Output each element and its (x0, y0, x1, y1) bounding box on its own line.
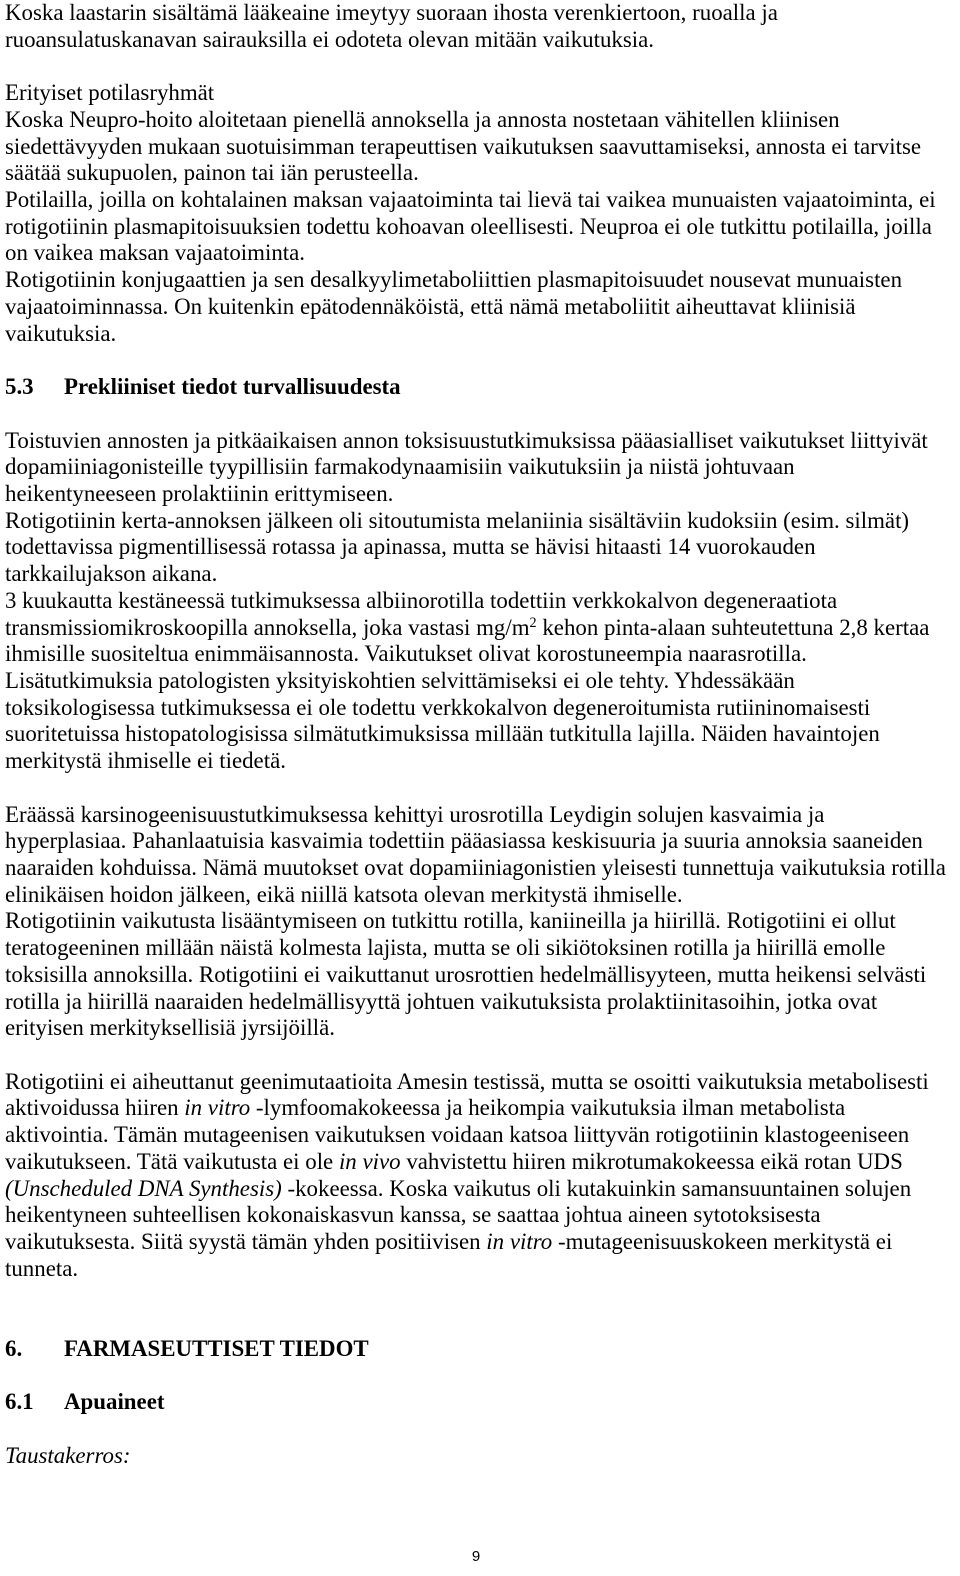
text-line: on vaikea maksan vajaatoiminta. (5, 240, 306, 266)
text-line (5, 1176, 955, 1203)
text-line: elinikäisen hoidon jälkeen, eikä niillä katsota olevan merkitystä ihmiselle. (5, 881, 683, 907)
section-title: Apuaineet (64, 1389, 165, 1415)
paragraph (5, 428, 955, 508)
paragraph-absorption (5, 0, 955, 53)
text-segment: vaikutuksesta. Siitä syystä tämän yhden positiivisen (5, 1229, 487, 1255)
italic-term: (Unscheduled DNA Synthesis) (5, 1175, 282, 1201)
superscript: 2 (529, 614, 537, 631)
subsection-heading: Erityiset potilasryhmät (5, 80, 215, 106)
backing-layer-label: Taustakerros: (5, 1442, 131, 1468)
text-line: ruoansulatuskanavan sairauksilla ei odoteta olevan mitään vaikutuksia. (5, 26, 655, 52)
text-line: suoritetuissa histopatologisissa silmätutkimuksissa millään tutkitulla lajilla. Näiden havaintojen (5, 721, 880, 747)
section-heading-6 (5, 1336, 955, 1363)
text-line: tarkkailujakson aikana. (5, 561, 218, 587)
text-line: Rotigotiinin konjugaattien ja sen desalkyylimetaboliittien plasmapitoisuudet nousevat munuaisten (5, 267, 903, 293)
text-line: toksikologisessa tutkimuksessa ei ole todettu verkkokalvon degeneroitumista rutiininomaisesti (5, 694, 871, 720)
paragraph (5, 187, 955, 267)
text-segment: vahvistettu hiiren mikrotumakokeessa eikä rotan UDS (400, 1148, 903, 1174)
text-line: Rotigotiinin vaikutusta lisääntymiseen on tutkittu rotilla, kaniineilla ja hiirillä. Rotigotiini ei ollut (5, 908, 896, 934)
text-line: hyperplasiaa. Pahanlaatuisia kasvaimia todettiin pääasiassa keskisuuria ja suuria annoksia saaneiden (5, 828, 923, 854)
section-heading-6-1 (5, 1389, 955, 1416)
text-line: Potilailla, joilla on kohtalainen maksan vajaatoiminta tai lievä tai vaikea munuaisten vajaatoiminta, ei (5, 187, 936, 213)
paragraph (5, 588, 955, 668)
paragraph (5, 802, 955, 909)
text-line: rotilla ja hiirillä naaraiden hedelmällisyyttä johtuen vaikutuksista prolaktiinitasoihin, jotka ovat (5, 988, 878, 1014)
italic-term: in vivo (338, 1148, 401, 1174)
text-line: 3 kuukautta kestäneessä tutkimuksessa albiinorotilla todettiin verkkokalvon degeneraatiota (5, 587, 838, 613)
text-line: Koska laastarin sisältämä lääkeaine imeytyy suoraan ihosta verenkiertoon, ruoalla ja (5, 0, 778, 25)
section-number: 6. (5, 1335, 23, 1361)
text-line: rotigotiinin plasmapitoisuuksien todettu kohoavan oleellisesti. Neuproa ei ole tutkittu potilailla, joilla (5, 213, 932, 239)
text-line: Koska Neupro-hoito aloitetaan pienellä annoksella ja annosta nostetaan vähitellen kliinisen (5, 106, 840, 132)
paragraph (5, 267, 955, 347)
text-segment: transmissiomikroskoopilla annoksella, joka vastasi mg/m (5, 614, 530, 640)
page-number: 9 (471, 1548, 481, 1565)
text-line: siedettävyyden mukaan suotuisimman terapeuttisen vaikutuksen saavuttamiseksi, annosta ei tarvitse (5, 133, 922, 159)
section-5-3-body (5, 428, 955, 1283)
text-line (5, 615, 955, 642)
paragraph (5, 107, 955, 187)
text-line: vaikutuksia. (5, 320, 117, 346)
paragraph (5, 668, 955, 775)
paragraph (5, 908, 955, 1042)
text-line: tunneta. (5, 1255, 79, 1281)
text-line (5, 1095, 955, 1122)
section-heading-5-3 (5, 374, 955, 401)
text-line: erityisen merkityksellisiä jyrsijöillä. (5, 1015, 335, 1041)
text-line (5, 1149, 955, 1176)
special-populations (5, 80, 955, 347)
text-line: Toistuvien annosten ja pitkäaikaisen annon toksisuustutkimuksissa pääasialliset vaikutukset liittyivät (5, 427, 928, 453)
text-segment: -mutageenisuuskokeen merkitystä ei (552, 1229, 893, 1255)
text-segment: vaikutukseen. Tätä vaikutusta ei ole (5, 1148, 339, 1174)
text-line: heikentyneen suhteellisen kokonaiskasvun kanssa, se saattaa johtua aineen sytotoksisesta (5, 1202, 821, 1228)
text-segment: -lymfoomakokeessa ja heikompia vaikutuksia ilman metabolista (250, 1095, 846, 1121)
section-title: Prekliiniset tiedot turvallisuudesta (64, 374, 401, 400)
section-number: 6.1 (5, 1389, 34, 1415)
text-line: säätää sukupuolen, painon tai iän perusteella. (5, 160, 419, 186)
text-line: Eräässä karsinogeenisuustutkimuksessa kehittyi urosrotilla Leydigin solujen kasvaimia ja (5, 801, 825, 827)
text-segment: aktivoidussa hiiren (5, 1095, 185, 1121)
text-line: dopamiiniagonisteille tyypillisiin farmakodynaamisiin vaikutuksiin ja niistä johtuvaan (5, 454, 795, 480)
text-line: aktivointia. Tämän mutageenisen vaikutuksen voidaan katsoa liittyvän rotigotiinin klastogeeniseen (5, 1122, 910, 1148)
text-segment: kehon pinta-alaan suhteutettuna 2,8 kertaa (536, 614, 930, 640)
italic-term: in vitro (184, 1095, 251, 1121)
text-line: naaraiden kohduissa. Nämä muutokset ovat dopamiiniagonistien yleisesti tunnettuja vaikutuksia rotilla (5, 855, 946, 880)
paragraph (5, 1069, 955, 1283)
document-body (5, 0, 955, 1470)
text-line: Lisätutkimuksia patologisten yksityiskohtien selvittämiseksi ei ole tehty. Yhdessäkään (5, 667, 795, 693)
text-line: ihmisille suositeltua enimmäisannosta. Vaikutukset olivat korostuneempia naarasrotilla. (5, 641, 807, 667)
text-line: merkitystä ihmiselle ei tiedetä. (5, 748, 286, 774)
text-line: teratogeeninen millään näistä kolmesta lajista, mutta se oli sikiötoksinen rotilla ja hiirillä emolle (5, 935, 886, 961)
paragraph (5, 508, 955, 588)
section-title: FARMASEUTTISET TIEDOT (64, 1335, 369, 1361)
text-line: vajaatoiminnassa. On kuitenkin epätodennäköistä, että nämä metaboliitit aiheuttavat kliinisiä (5, 293, 856, 319)
text-line: toksisilla annoksilla. Rotigotiini ei vaikuttanut urosrottien hedelmällisyyteen, mutta heikensi selvästi (5, 961, 927, 987)
text-line: Rotigotiinin kerta-annoksen jälkeen oli sitoutumista melaniinia sisältäviin kudoksiin (esim. silmät) (5, 507, 910, 533)
text-line: todettavissa pigmentillisessä rotassa ja apinassa, mutta se hävisi hitaasti 14 vuorokauden (5, 534, 816, 560)
section-number: 5.3 (5, 374, 34, 400)
text-line: heikentyneeseen prolaktiinin erittymiseen. (5, 480, 394, 506)
text-line: Rotigotiini ei aiheuttanut geenimutaatioita Amesin testissä, mutta se osoitti vaikutuksia metabolisesti (5, 1068, 929, 1094)
text-segment: -kokeessa. Koska vaikutus oli kutakuinkin samansuuntainen solujen (281, 1175, 912, 1201)
italic-term: in vitro (486, 1229, 553, 1255)
text-line (5, 1229, 955, 1256)
